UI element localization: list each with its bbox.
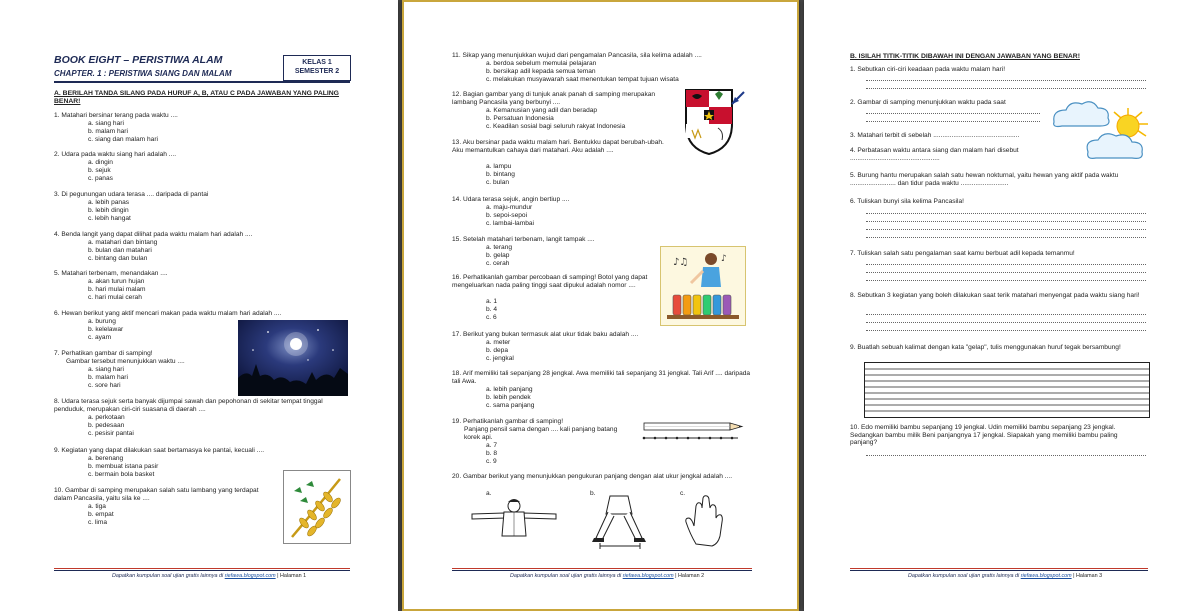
answer-line[interactable] — [866, 264, 1146, 265]
option-12b: b. Persatuan Indonesia — [486, 115, 554, 122]
option-7c: c. sore hari — [88, 382, 121, 389]
option-11b: b. bersikap adil kepada semua teman — [486, 68, 596, 75]
option-2a: a. dingin — [88, 159, 113, 166]
question-16: 16. Perhatikanlah gambar percobaan di samping! Botol yang dapat mengeluarkan nada paling tinggi saat dipukul adalah nomor .... — [452, 274, 648, 289]
question-7: 7. Perhatikan gambar di samping! — [54, 350, 153, 357]
option-8b: b. pedesaan — [88, 422, 125, 429]
pancasila-shield-image — [682, 86, 746, 156]
option-6c: c. ayam — [88, 334, 112, 341]
footer-rule-red — [850, 568, 1148, 569]
question-3: 3. Di pegunungan udara terasa .... daripada di pantai — [54, 191, 209, 198]
footer-text: Dapatkan kumpulan soal ujian gratis lainnya di — [510, 573, 622, 579]
option-7b: b. malam hari — [88, 374, 128, 381]
semester-label: SEMESTER 2 — [294, 68, 340, 75]
answer-line[interactable] — [866, 229, 1146, 230]
question-18: 18. Arif memiliki tali sepanjang 28 jengkal. Awa memiliki tali sepanjang 31 jengkal. Tali Arif .... daripada tali Awa. — [452, 370, 751, 385]
option-18a: a. lebih panjang — [486, 386, 533, 393]
option-14c: c. lambai-lambai — [486, 220, 535, 227]
option-15b: b. gelap — [486, 252, 510, 259]
footer-link[interactable]: riefawa.blogspot.com — [1020, 573, 1072, 579]
answer-line[interactable] — [866, 80, 1146, 81]
essay-question-1: 1. Sebutkan ciri-ciri keadaan pada waktu malam hari! — [850, 66, 1006, 73]
footer-link[interactable]: riefawa.blogspot.com — [224, 573, 276, 579]
essay-question-10: 10. Edo memiliki bambu sepanjang 19 jengkal. Udin memiliki bambu sepanjang 23 jengkal. Sedangkan bambu milik Beni panjangnya 17 jengkal. Siapakah yang memiliki bambu paling panjang? — [850, 424, 1118, 447]
question-20: 20. Gambar berikut yang menunjukkan pengukuran panjang dengan alat ukur jengkal adalah .... — [452, 473, 733, 480]
footer-text: Dapatkan kumpulan soal ujian gratis lainnya di — [908, 573, 1020, 579]
answer-line[interactable] — [866, 237, 1146, 238]
option-2c: c. panas — [88, 175, 113, 182]
question-9: 9. Kegiatan yang dapat dilakukan saat bertamasya ke pantai, kecuali .... — [54, 447, 265, 454]
answer-line[interactable] — [866, 280, 1146, 281]
essay-question-4: 4. Perbatasan waktu antara siang dan malam hari disebut ................................................. — [850, 147, 1019, 162]
footer-rule-red — [54, 568, 350, 569]
essay-question-2: 2. Gambar di samping menunjukkan waktu pada saat — [850, 99, 1006, 106]
option-2b: b. sejuk — [88, 167, 111, 174]
essay-question-3: 3. Matahari terbit di sebelah ............................................... — [850, 132, 1020, 139]
pencil-matches-image — [640, 420, 744, 444]
question-10: 10. Gambar di samping merupakan salah satu lambang yang terdapat dalam Pancasila, yaitu sila ke .... — [54, 487, 259, 502]
option-14b: b. sepoi-sepoi — [486, 212, 528, 219]
essay-question-8: 8. Sebutkan 3 kegiatan yang boleh dilakukan saat terik matahari menyengat pada waktu siang hari! — [850, 292, 1140, 299]
answer-line[interactable] — [866, 314, 1146, 315]
book-title: BOOK EIGHT – PERISTIWA ALAM — [54, 54, 223, 66]
chapter-title: CHAPTER. 1 : PERISTIWA SIANG DAN MALAM — [54, 69, 232, 78]
option-5c: c. hari mulai cerah — [88, 294, 142, 301]
option-17c: c. jengkal — [486, 355, 514, 362]
question-1: 1. Matahari bersinar terang pada waktu .... — [54, 112, 178, 119]
option-5b: b. hari mulai malam — [88, 286, 146, 293]
option-6b: b. kelelawar — [88, 326, 124, 333]
option-10a: a. tiga — [88, 503, 106, 510]
option-13b: b. bintang — [486, 171, 515, 178]
option-4b: b. bulan dan matahari — [88, 247, 152, 254]
question-7-sub: Gambar tersebut menunjukkan waktu .... — [66, 358, 185, 365]
option-8c: c. pesisir pantai — [88, 430, 134, 437]
handwriting-box[interactable] — [864, 362, 1150, 418]
footer-text: Dapatkan kumpulan soal ujian gratis lainnya di — [112, 573, 224, 579]
option-10b: b. empat — [88, 511, 114, 518]
option-1b: b. malam hari — [88, 128, 128, 135]
option-3b: b. lebih dingin — [88, 207, 129, 214]
option-17b: b. depa — [486, 347, 508, 354]
section-b-heading: B. ISILAH TITIK-TITIK DIBAWAH INI DENGAN JAWABAN YANG BENAR! — [850, 53, 1080, 60]
question-2: 2. Udara pada waktu siang hari adalah .... — [54, 151, 177, 158]
question-5: 5. Matahari terbenam, menandakan .... — [54, 270, 168, 277]
answer-line[interactable] — [866, 330, 1146, 331]
option-6a: a. burung — [88, 318, 116, 325]
question-12: 12. Bagian gambar yang di tunjuk anak panah di samping merupakan lambang Pancasila yang berbunyi .... — [452, 91, 656, 106]
option-11c: c. melakukan musyawarah saat menentukan tempat tujuan wisata — [486, 76, 679, 83]
footer-rule-blue — [850, 570, 1148, 571]
option-20b-label: b. — [590, 490, 596, 497]
answer-line[interactable] — [866, 213, 1146, 214]
question-14: 14. Udara terasa sejuk, angin bertiup .... — [452, 196, 570, 203]
option-18c: c. sama panjang — [486, 402, 535, 409]
footer-rule-red — [452, 568, 752, 569]
option-10c: c. lima — [88, 519, 108, 526]
option-16c: c. 6 — [486, 314, 497, 321]
footer — [908, 573, 1102, 579]
page-3 — [804, 0, 1203, 611]
essay-question-6: 6. Tuliskan bunyi sila kelima Pancasila! — [850, 198, 964, 205]
option-18b: b. lebih pendek — [486, 394, 531, 401]
option-12c: c. Keadilan sosial bagi seluruh rakyat Indonesia — [486, 123, 626, 130]
option-13a: a. lampu — [486, 163, 512, 170]
class-box — [283, 55, 351, 81]
class-label: KELAS 1 — [302, 59, 332, 66]
option-19b: b. 8 — [486, 450, 497, 457]
svg-text:♪: ♪ — [721, 254, 727, 264]
option-9b: b. membuat istana pasir — [88, 463, 159, 470]
bottle-experiment-image — [660, 246, 746, 326]
footer-rule-blue — [54, 570, 350, 571]
option-20c-label: c. — [680, 490, 686, 497]
question-11: 11. Sikap yang menunjukkan wujud dari pengamalan Pancasila, sila kelima adalah .... — [452, 52, 702, 59]
question-15: 15. Setelah matahari terbenam, langit tampak .... — [452, 236, 595, 243]
sun-clouds-image — [1048, 96, 1152, 166]
page-number: | Halaman 3 — [1073, 573, 1103, 579]
option-9a: a. berenang — [88, 455, 124, 462]
question-19-sub: Panjang pensil sama dengan .... kali panjang batang korek api. — [464, 426, 618, 441]
depa-measure-image — [468, 496, 560, 546]
option-9c: c. bermain bola basket — [88, 471, 155, 478]
question-17: 17. Berikut yang bukan termasuk alat ukur tidak baku adalah .... — [452, 331, 639, 338]
answer-line[interactable] — [866, 272, 1146, 273]
footer-rule-blue — [452, 570, 752, 571]
question-19: 19. Perhatikanlah gambar di samping! — [452, 418, 564, 425]
step-measure-image — [588, 494, 650, 550]
option-4a: a. matahari dan bintang — [88, 239, 158, 246]
answer-line[interactable] — [866, 455, 1146, 456]
option-11a: a. berdoa sebelum memulai pelajaran — [486, 60, 597, 67]
essay-question-5: 5. Burung hantu merupakan salah satu hewan nokturnal, yaitu hewan yang aktif pada waktu ......................... dan tidur pada waktu .......................... — [850, 172, 1119, 187]
page-2 — [402, 0, 799, 611]
option-15a: a. terang — [486, 244, 513, 251]
answer-line[interactable] — [866, 322, 1146, 323]
header-rule — [54, 81, 350, 83]
option-19c: c. 9 — [486, 458, 497, 465]
question-4: 4. Benda langit yang dapat dilihat pada waktu malam hari adalah .... — [54, 231, 253, 238]
option-16a: a. 1 — [486, 298, 497, 305]
essay-question-7: 7. Tuliskan salah satu pengalaman saat kamu berbuat adil kepada temanmu! — [850, 250, 1075, 257]
option-17a: a. meter — [486, 339, 511, 346]
option-1a: a. siang hari — [88, 120, 124, 127]
question-13: 13. Aku bersinar pada waktu malam hari. Bentukku dapat berubah-ubah. Aku memantulkan cahaya dari matahari. Aku adalah .... — [452, 139, 664, 154]
option-1c: c. siang dan malam hari — [88, 136, 159, 143]
page-1 — [0, 0, 398, 611]
option-3a: a. lebih panas — [88, 199, 130, 206]
section-a-heading: A. BERILAH TANDA SILANG PADA HURUF A, B, ATAU C PADA JAWABAN YANG PALING BENAR! — [54, 90, 339, 105]
option-3c: c. lebih hangat — [88, 215, 131, 222]
footer — [510, 573, 704, 579]
option-4c: c. bintang dan bulan — [88, 255, 148, 262]
hand-span-image — [682, 494, 732, 548]
page-number: | Halaman 1 — [277, 573, 307, 579]
padi-kapas-image — [283, 470, 351, 544]
footer — [112, 573, 306, 579]
option-8a: a. perkotaan — [88, 414, 125, 421]
option-5a: a. akan turun hujan — [88, 278, 145, 285]
option-19a: a. 7 — [486, 442, 497, 449]
svg-text:♪♫: ♪♫ — [673, 257, 689, 268]
question-8: 8. Udara terasa sejuk serta banyak dijumpai sawah dan pepohonan di sekitar tempat tinggal penduduk, merupakan ciri-ciri suasana di daerah .... — [54, 398, 323, 413]
option-20a-label: a. — [486, 490, 492, 497]
answer-line[interactable] — [866, 121, 1040, 122]
option-12a: a. Kemanusian yang adil dan beradap — [486, 107, 598, 114]
essay-question-9: 9. Buatlah sebuah kalimat dengan kata "gelap", tulis menggunakan huruf tegak bersambung! — [850, 344, 1121, 351]
footer-link[interactable]: riefawa.blogspot.com — [622, 573, 674, 579]
answer-line[interactable] — [866, 113, 1040, 114]
night-sky-image — [238, 320, 348, 396]
option-15c: c. cerah — [486, 260, 510, 267]
answer-line[interactable] — [866, 88, 1146, 89]
question-6: 6. Hewan berikut yang aktif mencari makan pada waktu malam hari adalah .... — [54, 310, 282, 317]
option-7a: a. siang hari — [88, 366, 124, 373]
answer-line[interactable] — [866, 221, 1146, 222]
option-16b: b. 4 — [486, 306, 497, 313]
option-13c: c. bulan — [486, 179, 510, 186]
option-14a: a. maju-mundur — [486, 204, 533, 211]
page-number: | Halaman 2 — [675, 573, 705, 579]
